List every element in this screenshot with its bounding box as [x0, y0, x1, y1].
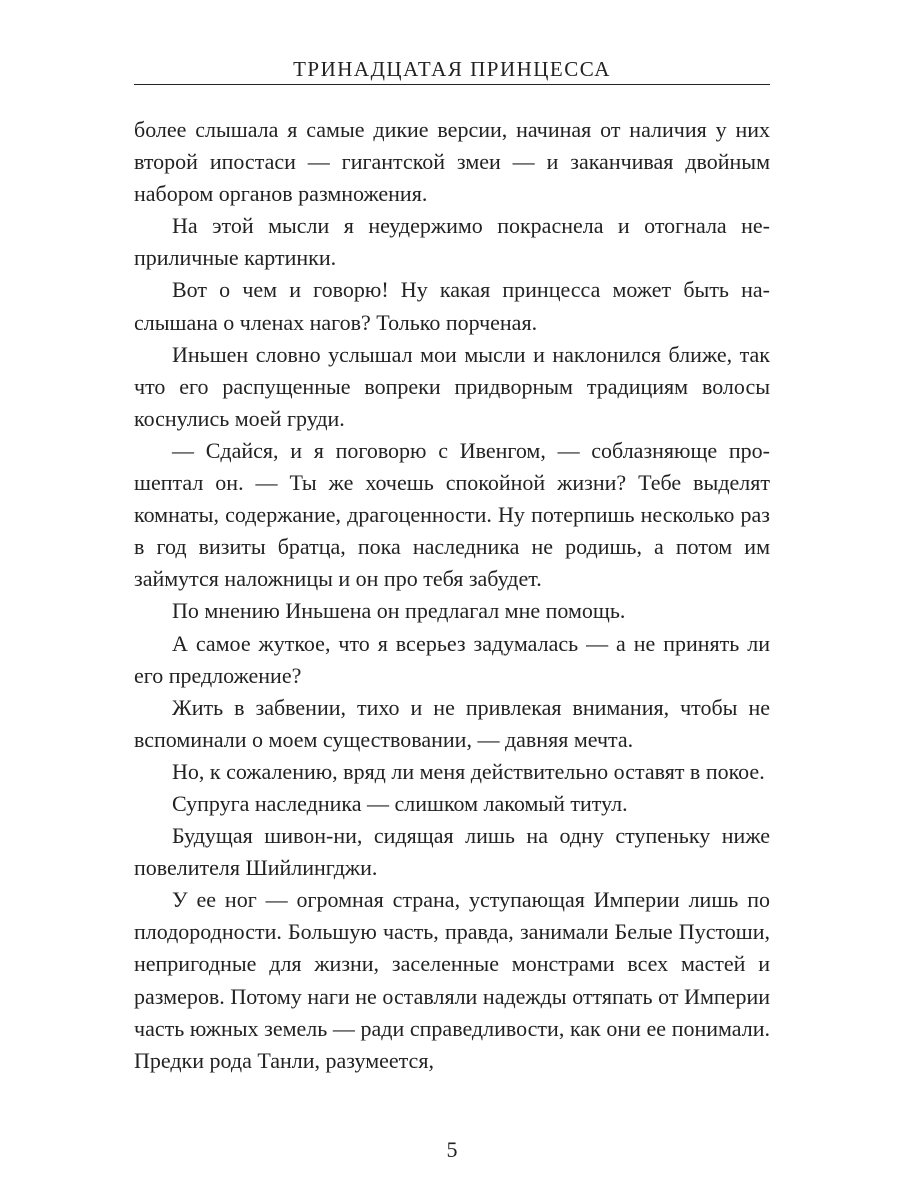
- paragraph-10: Супруга наследника — слишком лакомый титул.: [172, 790, 628, 816]
- header-divider: [134, 84, 770, 85]
- paragraph-6: По мнению Иньшена он предлагал мне помощь.: [172, 598, 626, 624]
- paragraph-2: На этой мысли я неудержимо покраснела и отогнала неприличные картинки.: [134, 213, 770, 271]
- paragraph-11: Будущая шивон-ни, сидящая лишь на одну ступеньку ниже повелителя Шийлингджи.: [134, 823, 770, 881]
- paragraph-7: А самое жуткое, что я всерьез задумалась — а не принять ли его предложение?: [134, 630, 770, 688]
- paragraph-5: — Сдайся, и я поговорю с Ивенгом, — соблазняюще прошептал он. — Ты же хочешь спокойной жизни? Тебе выделят комнаты, содержание, драгоценности. Ну потерпишь несколько раз в год визиты братца, пока наследника не родишь, а потом им займутся наложницы и он про тебя забудет.: [134, 437, 770, 592]
- paragraph-3: Вот о чем и говорю! Ну какая принцесса может быть наслышана о членах нагов? Только порченая.: [134, 277, 770, 335]
- paragraph-4: Иньшен словно услышал мои мысли и наклонился ближе, так что его распущенные вопреки придворным традициям волосы коснулись моей груди.: [134, 341, 770, 431]
- paragraph-8: Жить в забвении, тихо и не привлекая внимания, чтобы не вспоминали о моем существовании, — давняя мечта.: [134, 694, 770, 752]
- paragraph-9: Но, к сожалению, вряд ли меня действительно оставят в покое.: [172, 758, 765, 784]
- paragraph-1: более слышала я самые дикие версии, начиная от наличия у них второй ипостаси — гигантской змеи — и заканчивая двойным набором органов размножения.: [134, 117, 770, 207]
- body-text: [134, 114, 770, 1077]
- page-number: 5: [446, 1137, 458, 1162]
- paragraph-12: У ее ног — огромная страна, уступающая Империи лишь по плодородности. Большую часть, правда, занимали Белые Пустоши, непригодные для жизни, заселенные монстрами всех мастей и размеров. Потому наги не оставляли надежды оттяпать от Империи часть южных земель — ради справедливости, как они ее понимали. Предки рода Танли, разумеется,: [134, 887, 770, 1073]
- running-header: ТРИНАДЦАТАЯ ПРИНЦЕССА: [293, 57, 611, 81]
